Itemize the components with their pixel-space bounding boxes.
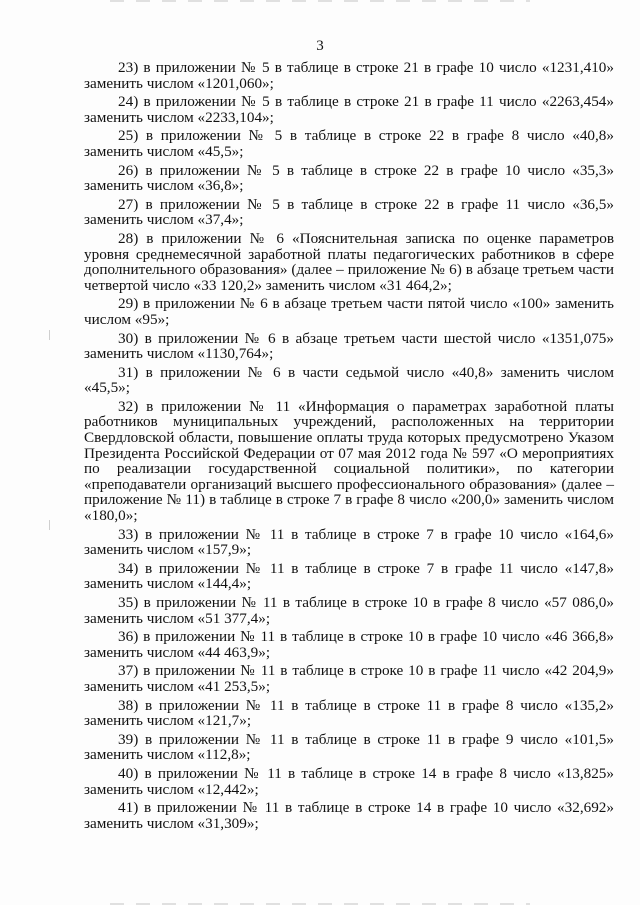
scan-top-edge — [110, 0, 530, 2]
document-body — [84, 60, 614, 834]
paragraph-item: 23) в приложении № 5 в таблице в строке 21 в графе 10 число «1231,410» заменить числом «1201,060»; — [84, 59, 614, 92]
page-number: 3 — [316, 38, 324, 54]
paragraph-item: 34) в приложении № 11 в таблице в строке 7 в графе 11 число «147,8» заменить числом «144,4»; — [84, 559, 614, 593]
paragraph-item: 37) в приложении № 11 в таблице в строке 10 в графе 11 число «42 204,9» заменить числом «41 253,5»; — [84, 662, 614, 695]
paragraph-item: 33) в приложении № 11 в таблице в строке 7 в графе 10 число «164,6» заменить числом «157,9»; — [84, 525, 614, 559]
paragraph-item: 25) в приложении № 5 в таблице в строке 22 в графе 8 число «40,8» заменить числом «45,5»; — [84, 127, 614, 160]
paragraph-item: 41) в приложении № 11 в таблице в строке 14 в графе 10 число «32,692» заменить числом «31,309»; — [84, 799, 614, 832]
paragraph-item: 27) в приложении № 5 в таблице в строке 22 в графе 11 число «36,5» заменить числом «37,4»; — [84, 195, 614, 229]
paragraph-item: 40) в приложении № 11 в таблице в строке 14 в графе 8 число «13,825» заменить числом «12,442»; — [84, 764, 614, 798]
paragraph-item: 24) в приложении № 5 в таблице в строке 21 в графе 11 число «2263,454» заменить числом «2233,104»; — [84, 93, 614, 126]
paragraph-item: 26) в приложении № 5 в таблице в строке 22 в графе 10 число «35,3» заменить числом «36,8»; — [84, 161, 614, 195]
paragraph-item: 36) в приложении № 11 в таблице в строке 10 в графе 10 число «46 366,8» заменить числом «44 463,9»; — [84, 628, 614, 661]
paragraph-item: 38) в приложении № 11 в таблице в строке 11 в графе 8 число «135,2» заменить числом «121,7»; — [84, 696, 614, 730]
paragraph-item: 29) в приложении № 6 в абзаце третьем части пятой число «100» заменить числом «95»; — [84, 295, 614, 328]
margin-mark — [49, 520, 50, 530]
paragraph-item: 35) в приложении № 11 в таблице в строке 10 в графе 8 число «57 086,0» заменить числом «51 377,4»; — [84, 594, 614, 627]
paragraph-item: 32) в приложении № 11 «Информация о параметрах заработной платы работников муниципальных учреждений, расположенных на территории Свердловской области, повышение оплаты труда которых предусмотрено Указом Президента Российской Федерации от 07 мая 2012 года № 597 «О мероприятиях по реализации государственной социальной политики», по категории «преподаватели организаций высшего профессионального образования» (далее – приложение № 11) в таблице в строке 7 в графе 8 число «200,0» заменить числом «180,0»; — [84, 397, 614, 525]
margin-mark — [49, 330, 50, 340]
paragraph-item: 39) в приложении № 11 в таблице в строке 11 в графе 9 число «101,5» заменить числом «112,8»; — [84, 730, 614, 764]
paragraph-item: 31) в приложении № 6 в части седьмой число «40,8» заменить числом «45,5»; — [84, 363, 614, 397]
paragraph-item: 30) в приложении № 6 в абзаце третьем части шестой число «1351,075» заменить числом «1130,764»; — [84, 329, 614, 363]
paragraph-item: 28) в приложении № 6 «Пояснительная записка по оценке параметров уровня среднемесячной заработной платы педагогических работников в сфере дополнительного образования» (далее – приложение № 6) в абзаце третьем части четвертой число «33 120,2» заменить числом «31 464,2»; — [84, 229, 614, 294]
